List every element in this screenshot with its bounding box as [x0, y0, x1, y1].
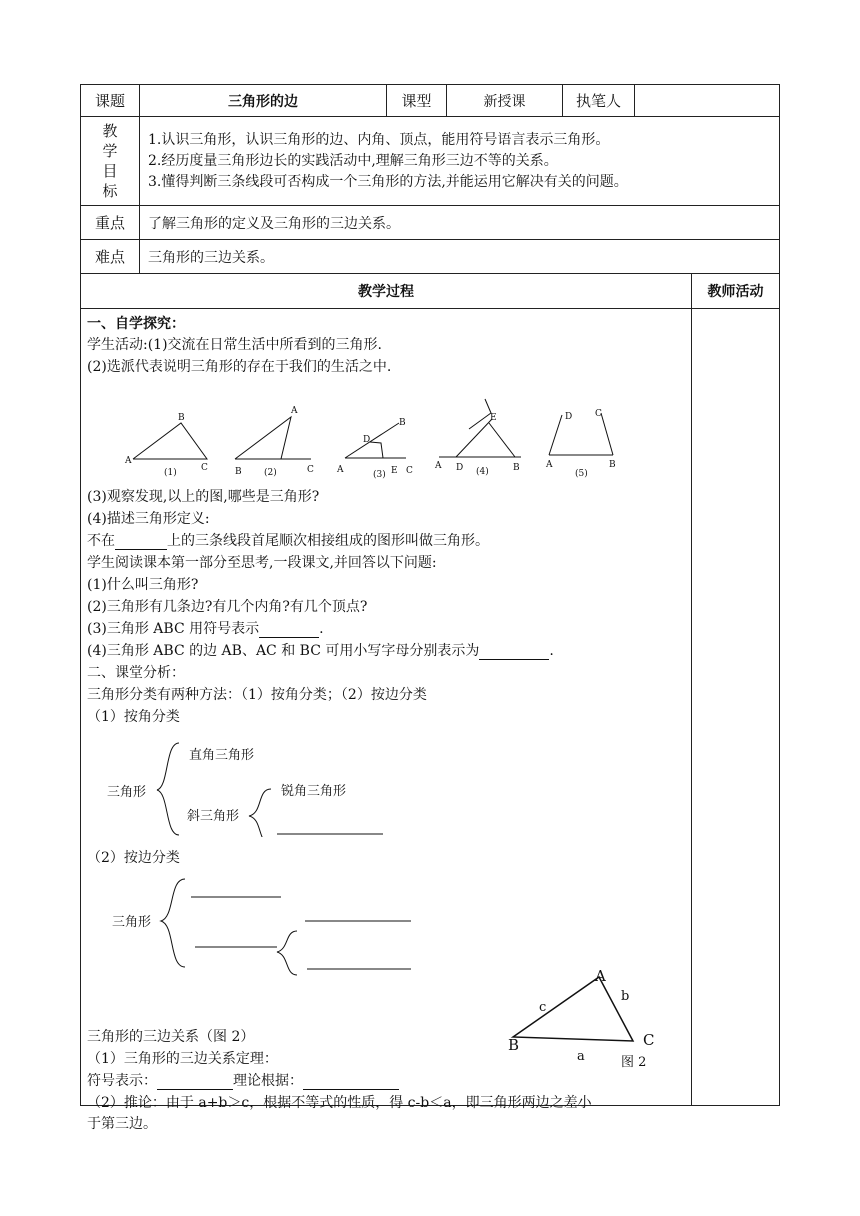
process-header: 教学过程 — [81, 274, 692, 309]
difficulty-label: 难点 — [81, 240, 140, 274]
svg-text:B: B — [178, 413, 185, 423]
answer-blank[interactable] — [303, 1073, 399, 1090]
type-value: 新授课 — [447, 85, 563, 117]
teacher-header: 教师活动 — [692, 274, 780, 309]
svg-text:A: A — [291, 406, 298, 416]
triangle-figures — [81, 379, 691, 484]
angle-classification — [81, 727, 401, 837]
goals-text — [140, 117, 780, 206]
figure-5 — [549, 413, 613, 455]
svg-text:斜三角形: 斜三角形 — [187, 809, 240, 824]
figure-2-triangle — [503, 969, 673, 1079]
lesson-table — [80, 84, 780, 1132]
key-point-text: 了解三角形的定义及三角形的三边关系。 — [140, 206, 780, 240]
figure-1 — [133, 423, 207, 459]
by-side-heading: （2）按边分类 — [87, 850, 180, 866]
svg-text:B: B — [508, 1036, 520, 1054]
figure-2 — [235, 417, 311, 459]
difficulty-text: 三角形的三边关系。 — [140, 240, 780, 274]
svg-text:A: A — [435, 461, 442, 471]
definition-blank[interactable] — [115, 533, 167, 550]
svg-text:(2): (2) — [264, 468, 277, 478]
svg-text:三角形: 三角形 — [107, 785, 147, 800]
section1-title: 一、自学探究： — [87, 316, 185, 332]
svg-text:三角形: 三角形 — [112, 915, 152, 930]
section1-line: (4)描述三角形定义: — [87, 511, 210, 527]
topic-value: 三角形的边 — [140, 85, 387, 117]
section1-line: (2)选派代表说明三角形的存在于我们的生活之中. — [87, 359, 392, 375]
section1-line: 学生活动:(1)交流在日常生活中所看到的三角形. — [87, 337, 382, 353]
svg-text:D: D — [363, 435, 371, 445]
section1-line: (3)观察发现,以上的图,哪些是三角形? — [87, 489, 320, 505]
svg-text:B: B — [609, 460, 616, 470]
svg-text:C: C — [406, 466, 413, 476]
svg-text:a: a — [577, 1049, 585, 1064]
question-1: (1)什么叫三角形? — [87, 577, 199, 593]
by-angle-heading: （1）按角分类 — [87, 709, 180, 725]
section1-line: 学生阅读课本第一部分至思考,一段课文,并回答以下问题: — [87, 555, 437, 571]
lesson-plan — [80, 84, 780, 1132]
figure-4 — [439, 399, 521, 457]
classification-methods: 三角形分类有两种方法：（1）按角分类；（2）按边分类 — [87, 687, 427, 703]
key-point-label: 重点 — [81, 206, 140, 240]
question-4: (4)三角形 ABC 的边 AB、AC 和 BC 可用小写字母分别表示为 . — [87, 643, 554, 659]
inference-line: （2）推论：由于 a+b＞c，根据不等式的性质，得 c-b＜a，即三角形两边之差小 — [87, 1095, 592, 1111]
section3-title: 三角形的三边关系（图 2） — [87, 1029, 255, 1045]
svg-text:(4): (4) — [476, 467, 489, 477]
brace — [161, 879, 185, 967]
brace — [157, 743, 179, 835]
answer-blank[interactable] — [157, 1073, 233, 1090]
goal-item: 3.懂得判断三条线段可否构成一个三角形的方法,并能运用它解决有关的问题。 — [148, 173, 628, 190]
question-3: (3)三角形 ABC 用符号表示 . — [87, 621, 324, 637]
svg-text:(3): (3) — [373, 470, 386, 480]
inference-line: 于第三边。 — [87, 1116, 157, 1132]
svg-text:A: A — [125, 456, 132, 466]
process-content — [81, 309, 692, 1132]
goal-item: 1.认识三角形，认识三角形的边、内角、顶点，能用符号语言表示三角形。 — [148, 131, 610, 148]
svg-text:D: D — [456, 463, 464, 473]
symbol-line: 符号表示： 理论根据： — [87, 1070, 399, 1090]
svg-text:E: E — [391, 466, 398, 476]
svg-text:C: C — [307, 465, 314, 475]
svg-text:B: B — [235, 467, 242, 477]
svg-text:(5): (5) — [575, 469, 588, 479]
svg-text:b: b — [621, 989, 630, 1004]
brace — [249, 789, 271, 837]
answer-blank[interactable] — [479, 643, 549, 660]
svg-text:E: E — [490, 413, 497, 423]
svg-text:c: c — [539, 1000, 547, 1015]
section2-title: 二、课堂分析： — [87, 665, 185, 681]
svg-text:直角三角形: 直角三角形 — [189, 748, 255, 763]
svg-text:B: B — [513, 463, 520, 473]
figure-3 — [345, 423, 406, 458]
topic-label: 课题 — [81, 85, 140, 117]
svg-text:锐角三角形: 锐角三角形 — [281, 784, 347, 799]
svg-text:C: C — [595, 409, 602, 419]
type-label: 课型 — [387, 85, 447, 117]
svg-text:(1): (1) — [164, 468, 177, 478]
svg-text:C: C — [201, 463, 208, 473]
goals-label: 教 学 目 标 — [81, 117, 140, 206]
svg-text:C: C — [643, 1031, 655, 1049]
answer-blank[interactable] — [259, 621, 319, 638]
author-label: 执笔人 — [563, 85, 635, 117]
question-2: (2)三角形有几条边?有几个内角?有几个顶点? — [87, 599, 368, 615]
svg-text:图 2: 图 2 — [621, 1055, 647, 1070]
theorem-line: （1）三角形的三边关系定理： — [87, 1051, 278, 1067]
brace — [277, 931, 297, 975]
svg-text:B: B — [399, 418, 406, 428]
author-value — [635, 85, 780, 117]
side-classification — [81, 871, 421, 976]
goal-item: 2.经历度量三角形边长的实践活动中,理解三角形三边不等的关系。 — [148, 152, 558, 169]
svg-text:A: A — [546, 460, 553, 470]
svg-text:D: D — [565, 412, 573, 422]
svg-text:A: A — [337, 465, 344, 475]
definition-line: 不在 上的三条线段首尾顺次相接组成的图形叫做三角形。 — [87, 533, 489, 549]
teacher-activity-cell[interactable] — [692, 309, 780, 1106]
svg-text:A: A — [595, 969, 606, 985]
